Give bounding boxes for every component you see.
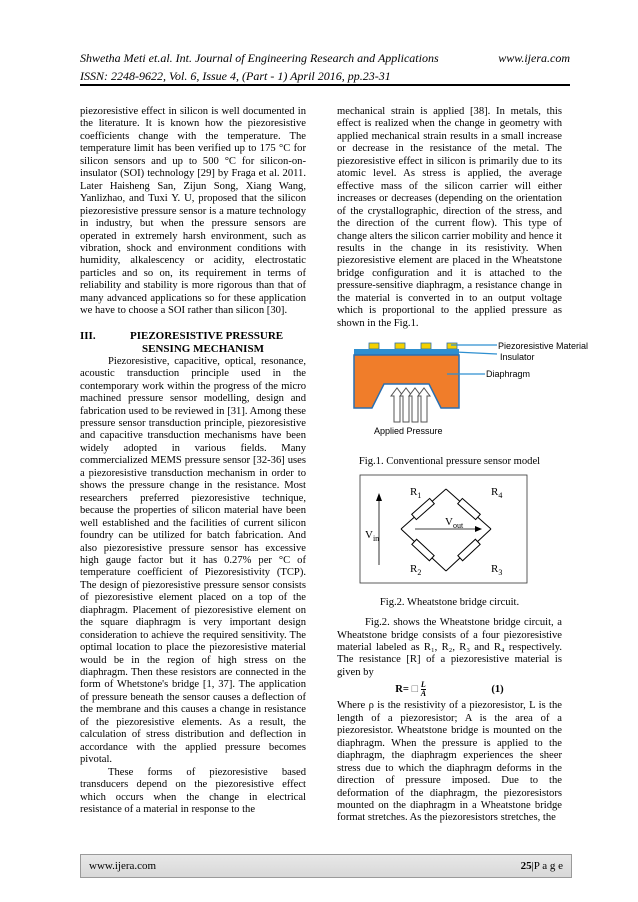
figure-pressure-sensor	[337, 336, 589, 454]
paragraph: Piezoresistive, capacitive, optical, resonance, acoustic transduction principle used in the contemporary work within the progress of the micro machined pressure sensor modelling, design and fabrication used to be reviewed in [31]. Among these pressure sensor transduction principle, piezoresistive and capacitive transduction mechanisms have been widely adopted in various fields. Many commercialized MEMS pressure sensor [32-36] uses a piezoresistive transduction mechanism in order to shows the pressure change in the resistance. Most researchers preferred piezoresistive technique, because the properties of silicon material have been well established and the facilities of current silicon foundry can be utilized for batch fabrication. And also piezoresistive pressure sensor has excessive high gauge factor but it has 0.27% per °C of temperature coefficient of Piezoresistivity (TCP). The design of piezoresistive pressure sensor consists of piezoresistive element placed on a top of the diaphragm. Placement of piezoresistive element on the square diaphragm is very important design consideration to achieve the required sensitivity. The optimal location to place the piezoresistive material would be in the region of high stress on the diaphragm. Then these resistors are connected in the form of Whetstone's bridge [1, 37]. The application of pressure beneath the sensor causes a deflection of the membrane and this causes a change in resistance of the piezoresistive elements. As a result, the calculation of stress distribution and deflection in accordance with the applied pressure becomes pivotal.	[80, 355, 306, 766]
label-vout: $V_{out}$	[445, 515, 464, 530]
footer-page: 25|P a g e	[520, 860, 563, 872]
footer-website: www.ijera.com	[89, 860, 157, 872]
paragraph: mechanical strain is applied [38]. In metals, this effect is realized when the change in geometry with applied mechanical strain results in a small increase or decrease in the resistance of the metal. The piezoresistive effect in silicon is primarily due to its atomic level. As stress is applied, the average effective mass of the silicon carrier will either increases or decreases (depending on the orientation of the crystallographic, direction of the stress, and the direction of the current flow). This type of change alters the silicon carrier mobility and hence it results in the change in its resistivity. When piezoresistive element are placed in the Wheatstone bridge configuration and it is attached to the pressure-sensitive diaphragm, a resistance change in the material is converted in to an output voltage which is proportional to the applied pressure as shown in the Fig.1.	[337, 106, 562, 329]
label-r3: $R_3$	[491, 562, 503, 577]
journal-citation: Shwetha Meti et.al. Int. Journal of Engineering Research and Applications	[80, 51, 439, 65]
label-insulator: Insulator	[500, 352, 535, 363]
label-vin: $V_{in}$	[365, 528, 380, 543]
figure-caption: Fig.1. Conventional pressure sensor model	[358, 456, 541, 468]
label-r2: $R_2$	[410, 562, 422, 577]
section-title-line1: PIEZORESISTIVE PRESSURE	[130, 329, 284, 342]
piezoresistor-pad	[447, 343, 457, 349]
resistor-r2	[412, 539, 434, 560]
label-applied-pressure: Applied Pressure	[374, 426, 443, 437]
section-title-line2: SENSING MECHANISM	[142, 342, 264, 355]
piezoresistor-pad	[395, 343, 405, 349]
label-diaphragm: Diaphragm	[486, 369, 531, 380]
page-footer	[80, 854, 572, 878]
page-header	[80, 50, 570, 86]
figure-wheatstone-bridge	[337, 473, 562, 595]
piezoresistor-pad	[421, 343, 431, 349]
right-column	[337, 106, 589, 825]
paragraph: Fig.2. shows the Wheatstone bridge circuit, a Wheatstone bridge consists of a four piezoresistive material labeled as R₁, R₂, R₃ and R₄ respectively. The resistance [R] of a piezoresistive material is given by	[337, 617, 562, 678]
paragraph: Where ρ is the resistivity of a piezoresistor, L is the length of a piezoresistor; A is the area of a piezoresistor. Wheatstone bridge is mounted on the diaphragm. When the pressure is applied to the diaphragm, the diaphragm experiences the sheer stress due to which the diaphragm deforms in the direction of pressure imposed. Due to the deformation of the diaphragm, the piezoresistors mounted on the diaphragm in a Wheatstone bridge format stretches. As the piezoresistors stretches, the	[337, 700, 562, 824]
label-r4: $R_4$	[491, 485, 503, 500]
section-number: III.	[80, 329, 96, 342]
section-heading	[80, 330, 306, 356]
paragraph: piezoresistive effect in silicon is well documented in the literature. It is known how the piezoresistive coefficients change with the temperature. The temperature limit has been verified up to 175 °C for silicon sensors and up to 500 °C for silicon-on-insulator (SOI) technology [29] by Fraga et al. 2011. Later Haisheng San, Zijun Song, Xiang Wang, Yanlizhao, and Tuxi Y. U, proposed that the silicon piezoresistive pressure sensor is a mature technology in industry, but when the pressure sensors are operated in extremely harsh environment, such as vibration, shock and environment conditions with humidity, alkalescency or acidity, electrostatic particles and so on, its requirement in terms of reliability and stability is more rigorous than that of many advanced applications so for these application we have to choose a SOI rather than silicon [30].	[80, 106, 306, 317]
equation-number: (1)	[491, 684, 504, 696]
resistor-r3	[458, 539, 480, 560]
journal-website: www.ijera.com	[498, 51, 570, 65]
resistor-r1	[412, 498, 435, 519]
pressure-arrows	[391, 388, 430, 422]
resistor-r4	[458, 498, 481, 519]
left-column	[80, 106, 306, 816]
paragraph: These forms of piezoresistive based transducers depend on the piezoresistive effect which occurs when the change in electrical resistance of a material in response to the	[80, 766, 306, 816]
equation-1: R= □ $\frac{L}{A}$ (1)	[395, 680, 504, 699]
figure-caption: Fig.2. Wheatstone bridge circuit.	[379, 596, 520, 608]
insulator-layer	[354, 349, 459, 355]
piezoresistor-pad	[369, 343, 379, 349]
label-piezoresistive-material: Piezoresistive Material	[498, 341, 589, 352]
label-r1: $R_1$	[410, 485, 422, 500]
issn-line: ISSN: 2248-9622, Vol. 6, Issue 4, (Part - 1) April 2016, pp.23-31	[80, 68, 570, 86]
